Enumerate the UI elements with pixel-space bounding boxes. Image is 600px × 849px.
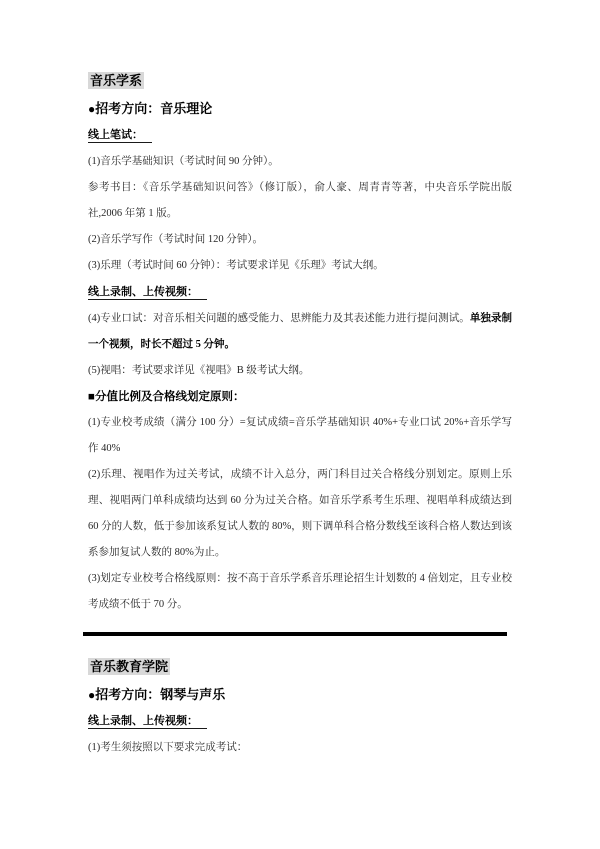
score-rules-heading — [88, 384, 512, 410]
exam-item-5: (5)视唱：考试要求详见《视唱》B 级考试大纲。 — [88, 365, 310, 376]
score-rule-item-3: (3)划定专业校考合格线原则：按不高于音乐学系音乐理论招生计划数的 4 倍划定，且专业校考成绩不低于 70 分。 — [88, 573, 512, 610]
heading-online-video-label: 线上录制、上传视频： — [88, 286, 207, 300]
exam-item-4-text: (4)专业口试：对音乐相关问题的感受能力、思辨能力及其表述能力进行提问测试。 — [88, 313, 470, 324]
department-title-2: 音乐教育学院 — [90, 658, 169, 674]
department-title-line — [88, 70, 512, 96]
exam-item-1: (1)音乐学基础知识（考试时间 90 分钟）。 — [88, 156, 279, 167]
admission-direction-2 — [88, 682, 512, 708]
admission-direction-label: 招考方向：音乐理论 — [95, 101, 213, 116]
section-divider — [83, 632, 507, 636]
square-bullet-icon: ■ — [88, 391, 95, 403]
heading-online-video — [88, 279, 512, 306]
exam-requirement-item-1: (1)考生须按照以下要求完成考试： — [88, 741, 248, 753]
section-music-education — [88, 656, 512, 761]
circle-bullet-icon-2: ● — [88, 687, 96, 702]
score-rule-item-1: (1)专业校考成绩（满分 100 分）=复试成绩=音乐学基础知识 40%+专业口试 20%+音乐学写作 40% — [88, 417, 512, 454]
admission-direction-2-label: 招考方向：钢琴与声乐 — [95, 686, 226, 702]
heading-online-written-exam-label: 线上笔试： — [88, 129, 152, 143]
score-rule-item-2: (2)乐理、视唱作为过关考试，成绩不计入总分，两门科目过关合格线分别划定。原则上乐理、视唱两门单科成绩均达到 60 分为过关合格。如音乐学系考生乐理、视唱单科成绩达到 60 分的人数，低于参加该系复试人数的 80%，则下调单科合格分数线至该科合格人数达到该系参加复试人数的 80%为止。 — [88, 469, 512, 558]
exam-item-3: (3)乐理（考试时间 60 分钟）：考试要求详见《乐理》考试大纲。 — [88, 260, 384, 271]
reference-books: 参考书目：《音乐学基础知识问答》（修订版），俞人豪、周青青等著，中央音乐学院出版社,2006 年第 1 版。 — [88, 182, 512, 219]
score-rules-heading-label: 分值比例及合格线划定原则： — [94, 391, 245, 403]
circle-bullet-icon: ● — [88, 102, 96, 116]
exam-item-4 — [88, 306, 512, 358]
department-title: 音乐学系 — [90, 73, 143, 88]
heading-online-video-2 — [88, 708, 512, 735]
exam-item-4-emphasis: 单独录制一个视频，时长不超过 5 分钟。 — [88, 313, 513, 350]
heading-online-video-2-label: 线上录制、上传视频： — [88, 715, 207, 729]
admission-direction — [88, 96, 512, 122]
heading-online-written-exam — [88, 122, 512, 149]
exam-item-2: (2)音乐学写作（考试时间 120 分钟）。 — [88, 234, 263, 245]
section-music-studies — [88, 70, 512, 618]
department-title-line-2 — [88, 656, 512, 682]
